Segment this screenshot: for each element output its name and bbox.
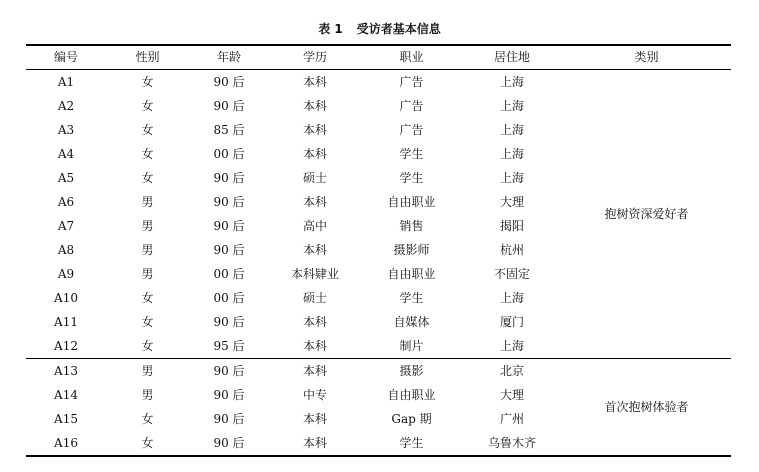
cell-id: A9 [57, 267, 75, 281]
cell-education: 硕士 [302, 291, 327, 305]
cell-occupation: 自由职业 [387, 267, 436, 281]
table-body [26, 70, 731, 457]
table-row [26, 359, 731, 384]
cell-gender: 女 [141, 315, 154, 329]
cell-id: A11 [54, 315, 78, 329]
cell-gender: 男 [141, 364, 154, 378]
cell-age: 90 后 [213, 243, 245, 257]
cell-gender: 女 [141, 99, 154, 113]
cell-occupation: 广告 [399, 75, 424, 89]
cell-residence: 揭阳 [499, 219, 524, 233]
table-row [26, 70, 731, 95]
table-caption [0, 20, 759, 37]
cell-id: A15 [54, 412, 78, 426]
cell-residence: 上海 [499, 123, 524, 137]
cell-education: 高中 [302, 219, 327, 233]
column-header-id: 编号 [26, 45, 106, 70]
cell-occupation: 学生 [361, 431, 462, 456]
cell-id: A2 [57, 99, 75, 113]
cell-gender: 女 [141, 171, 154, 185]
cell-residence: 上海 [499, 147, 524, 161]
cell-occupation: 制片 [361, 334, 462, 359]
column-header-category: 类别 [562, 45, 731, 70]
column-header-residence: 居住地 [462, 45, 562, 70]
cell-category: 首次抱树体验者 [562, 359, 731, 457]
cell-age: 00 后 [213, 291, 245, 305]
cell-id: A3 [57, 123, 75, 137]
cell-occupation: 自媒体 [393, 315, 430, 329]
cell-age: 00 后 [213, 267, 245, 281]
cell-category: 抱树资深爱好者 [562, 70, 731, 359]
cell-age: 90 后 [213, 99, 245, 113]
cell-residence: 广州 [499, 412, 524, 426]
cell-age: 90 后 [213, 364, 245, 378]
cell-age: 90 后 [213, 412, 245, 426]
cell-occupation: 学生 [399, 147, 424, 161]
cell-gender: 男 [141, 219, 154, 233]
cell-education: 本科 [302, 364, 327, 378]
cell-occupation: Gap 期 [391, 412, 432, 426]
cell-age: 90 后 [213, 388, 245, 402]
cell-age: 85 后 [213, 123, 245, 137]
cell-education: 本科 [302, 195, 327, 209]
cell-gender: 男 [141, 267, 154, 281]
cell-id: A14 [54, 388, 78, 402]
table-header-row [26, 45, 731, 70]
cell-residence: 上海 [462, 334, 562, 359]
cell-education: 本科 [302, 99, 327, 113]
cell-residence: 厦门 [499, 315, 524, 329]
cell-id: A4 [57, 147, 75, 161]
cell-residence: 上海 [499, 291, 524, 305]
cell-occupation: 学生 [399, 171, 424, 185]
cell-occupation: 摄影师 [393, 243, 430, 257]
cell-id: A1 [57, 75, 75, 89]
cell-gender: 男 [141, 388, 154, 402]
cell-education: 本科 [302, 75, 327, 89]
cell-education: 本科 [302, 315, 327, 329]
cell-gender: 女 [141, 291, 154, 305]
cell-age: 90 后 [189, 431, 269, 456]
column-header-education: 学历 [269, 45, 361, 70]
cell-education: 本科 [302, 147, 327, 161]
cell-age: 00 后 [213, 147, 245, 161]
cell-id: A8 [57, 243, 75, 257]
cell-residence: 乌鲁木齐 [462, 431, 562, 456]
cell-education: 本科 [302, 123, 327, 137]
cell-age: 90 后 [213, 219, 245, 233]
cell-education: 本科 [269, 334, 361, 359]
cell-residence: 上海 [499, 75, 524, 89]
column-header-age: 年龄 [189, 45, 269, 70]
table-title: 受访者基本信息 [356, 22, 441, 36]
cell-residence: 不固定 [493, 267, 530, 281]
cell-id: A16 [26, 431, 106, 456]
cell-age: 90 后 [213, 171, 245, 185]
cell-education: 本科肄业 [290, 267, 339, 281]
cell-education: 本科 [302, 243, 327, 257]
column-header-occupation: 职业 [361, 45, 462, 70]
cell-age: 90 后 [213, 315, 245, 329]
cell-age: 90 后 [213, 195, 245, 209]
cell-occupation: 销售 [399, 219, 424, 233]
cell-education: 本科 [269, 431, 361, 456]
cell-occupation: 广告 [399, 99, 424, 113]
cell-id: A7 [57, 219, 75, 233]
cell-residence: 上海 [499, 99, 524, 113]
cell-occupation: 广告 [399, 123, 424, 137]
cell-gender: 男 [141, 195, 154, 209]
cell-age: 95 后 [189, 334, 269, 359]
cell-gender: 女 [106, 334, 189, 359]
cell-gender: 女 [141, 412, 154, 426]
cell-residence: 北京 [499, 364, 524, 378]
cell-residence: 大理 [499, 388, 524, 402]
cell-occupation: 摄影 [399, 364, 424, 378]
cell-gender: 女 [141, 123, 154, 137]
cell-id: A5 [57, 171, 75, 185]
cell-occupation: 学生 [399, 291, 424, 305]
cell-education: 本科 [302, 412, 327, 426]
cell-id: A10 [54, 291, 78, 305]
cell-occupation: 自由职业 [387, 388, 436, 402]
cell-education: 中专 [302, 388, 327, 402]
cell-gender: 女 [141, 147, 154, 161]
cell-education: 硕士 [302, 171, 327, 185]
cell-id: A12 [26, 334, 106, 359]
cell-occupation: 自由职业 [387, 195, 436, 209]
cell-gender: 女 [106, 431, 189, 456]
table-number: 表 1 [318, 22, 343, 36]
cell-age: 90 后 [213, 75, 245, 89]
cell-residence: 上海 [499, 171, 524, 185]
cell-gender: 女 [141, 75, 154, 89]
cell-id: A13 [54, 364, 78, 378]
cell-gender: 男 [141, 243, 154, 257]
respondent-info-table [26, 44, 731, 457]
column-header-gender: 性别 [106, 45, 189, 70]
cell-residence: 大理 [499, 195, 524, 209]
cell-id: A6 [57, 195, 75, 209]
cell-residence: 杭州 [499, 243, 524, 257]
